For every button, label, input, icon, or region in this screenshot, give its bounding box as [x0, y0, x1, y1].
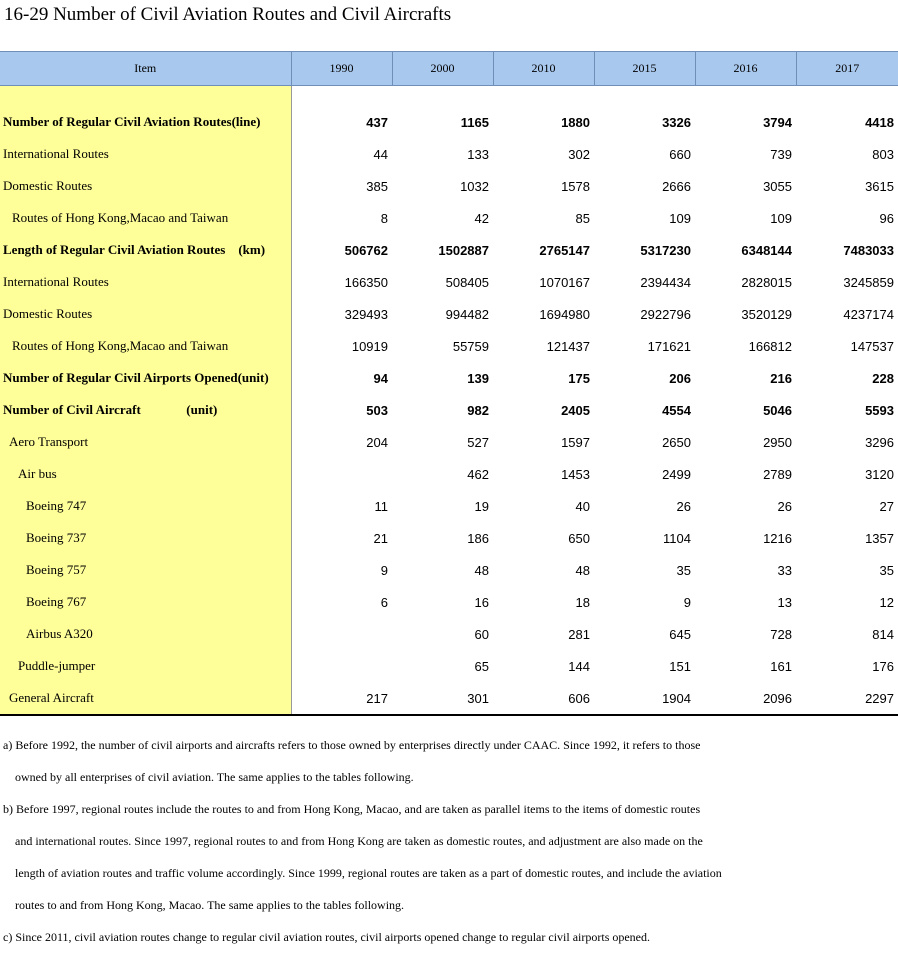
value-cell: 803: [872, 146, 894, 162]
table-row: [0, 618, 898, 650]
row-label: Domestic Routes: [0, 298, 291, 330]
value-cell: 13: [777, 594, 792, 610]
value-cell: 147537: [850, 338, 894, 354]
row-label: Routes of Hong Kong,Macao and Taiwan: [0, 202, 291, 234]
row-label: General Aircraft: [0, 682, 291, 715]
value-cell: 26: [777, 498, 792, 514]
table-row: [0, 138, 898, 170]
table-row: [0, 394, 898, 426]
value-cell: 1502887: [438, 242, 489, 258]
value-cell: 301: [392, 682, 493, 715]
row-label: Puddle-jumper: [0, 650, 291, 682]
value-cell: 1880: [561, 114, 590, 130]
footnote-line: length of aviation routes and traffic volume accordingly. Since 1999, regional routes are taken as a part of domestic routes, and include the aviation: [15, 866, 722, 880]
value-cell: 3794: [763, 114, 792, 130]
value-cell: 2828015: [741, 274, 792, 290]
value-cell: 6: [380, 594, 388, 610]
value-cell: 3520129: [741, 306, 792, 322]
value-cell: 11: [374, 498, 388, 514]
value-cell: 2789: [763, 466, 792, 482]
value-cell: 2765147: [539, 242, 590, 258]
value-cell: 40: [575, 498, 590, 514]
value-cell: 650: [568, 530, 590, 546]
footnotes: [3, 729, 893, 953]
value-cell: 85: [575, 210, 590, 226]
value-cell: 151: [669, 658, 691, 674]
footnote-line: a) Before 1992, the number of civil airports and aircrafts refers to those owned by enterprises directly under CAAC. Since 1992, it refers to those: [3, 738, 701, 752]
table-row: [0, 682, 898, 715]
value-cell: 12: [879, 594, 894, 610]
row-label: Boeing 757: [0, 554, 291, 586]
value-cell: 204: [366, 434, 388, 450]
value-cell: 2405: [561, 402, 590, 418]
value-cell: 506762: [344, 242, 388, 258]
value-cell: 35: [879, 562, 894, 578]
row-label: Airbus A320: [0, 618, 291, 650]
table-body: [0, 86, 898, 716]
table-row: [0, 650, 898, 682]
value-cell: 186: [467, 530, 489, 546]
aviation-statistics-table: [0, 51, 898, 716]
row-label: Number of Regular Civil Airports Opened(unit): [0, 362, 291, 394]
table-row: [0, 170, 898, 202]
value-cell: 171621: [647, 338, 691, 354]
column-header-year: 2000: [392, 52, 493, 86]
page-title: 16-29 Number of Civil Aviation Routes and Civil Aircrafts: [4, 4, 452, 25]
value-cell: 19: [474, 498, 489, 514]
table-spacer-row: [0, 86, 898, 107]
value-cell: 2650: [662, 434, 691, 450]
footnote-line: c) Since 2011, civil aviation routes change to regular civil aviation routes, civil airports opened change to regular civil airports opened.: [3, 930, 651, 944]
value-cell: 9: [683, 594, 691, 610]
value-cell: 1216: [763, 530, 792, 546]
value-cell: 739: [770, 146, 792, 162]
value-cell: 3326: [662, 114, 691, 130]
value-cell: 16: [474, 594, 489, 610]
value-cell: 1453: [561, 466, 590, 482]
value-cell: 60: [474, 626, 489, 642]
value-cell: 3245859: [843, 274, 894, 290]
row-label: International Routes: [0, 138, 291, 170]
value-cell: 3615: [865, 178, 894, 194]
value-cell: 814: [872, 626, 894, 642]
value-cell: [291, 650, 392, 682]
value-cell: 18: [575, 594, 590, 610]
value-cell: 437: [366, 114, 388, 130]
value-cell: 3296: [865, 434, 894, 450]
table-row: [0, 330, 898, 362]
footnote-line: b) Before 1997, regional routes include the routes to and from Hong Kong, Macao, and are taken as parallel items to the items of domestic routes: [3, 802, 701, 816]
value-cell: 144: [568, 658, 590, 674]
value-cell: 96: [879, 210, 894, 226]
value-cell: 660: [669, 146, 691, 162]
value-cell: 508405: [445, 274, 489, 290]
value-cell: 329493: [344, 306, 388, 322]
value-cell: [291, 458, 392, 490]
column-header-year: 1990: [291, 52, 392, 86]
value-cell: 982: [467, 402, 489, 418]
footnote-line: owned by all enterprises of civil aviation. The same applies to the tables following.: [15, 770, 414, 784]
value-cell: 35: [676, 562, 691, 578]
value-cell: 1165: [460, 114, 489, 130]
column-header-year: 2010: [493, 52, 594, 86]
value-cell: 6348144: [741, 242, 792, 258]
value-cell: 3055: [763, 178, 792, 194]
row-label: Aero Transport: [0, 426, 291, 458]
value-cell: 462: [467, 466, 489, 482]
value-cell: 2297: [796, 682, 898, 715]
value-cell: 2499: [662, 466, 691, 482]
column-header-item: Item: [0, 52, 291, 86]
value-cell: 8: [380, 210, 388, 226]
table-row: [0, 426, 898, 458]
table-row: [0, 554, 898, 586]
value-cell: 216: [770, 370, 792, 386]
value-cell: 9: [380, 562, 388, 578]
value-cell: 10919: [351, 338, 388, 354]
value-cell: 27: [879, 498, 894, 514]
column-header-year: 2015: [594, 52, 695, 86]
row-label: International Routes: [0, 266, 291, 298]
value-cell: 133: [467, 146, 489, 162]
value-cell: 503: [366, 402, 388, 418]
value-cell: 109: [770, 210, 792, 226]
table-row: [0, 202, 898, 234]
value-cell: 21: [373, 530, 388, 546]
value-cell: 527: [467, 434, 489, 450]
value-cell: 175: [568, 370, 590, 386]
value-cell: 139: [467, 370, 489, 386]
table-row: [0, 298, 898, 330]
row-label: Boeing 737: [0, 522, 291, 554]
value-cell: 42: [474, 210, 489, 226]
row-label: Length of Regular Civil Aviation Routes (km): [0, 234, 291, 266]
value-cell: 228: [872, 370, 894, 386]
table-row: [0, 490, 898, 522]
row-label: Domestic Routes: [0, 170, 291, 202]
table-header-row: [0, 52, 898, 86]
column-header-year: 2016: [695, 52, 796, 86]
row-label: Boeing 747: [0, 490, 291, 522]
value-cell: 217: [291, 682, 392, 715]
value-cell: 1904: [594, 682, 695, 715]
value-cell: 4418: [865, 114, 894, 130]
value-cell: 166812: [748, 338, 792, 354]
value-cell: 7483033: [843, 242, 894, 258]
value-cell: 2666: [662, 178, 691, 194]
value-cell: 645: [669, 626, 691, 642]
table-row: [0, 362, 898, 394]
table-row: [0, 458, 898, 490]
value-cell: 44: [373, 146, 388, 162]
row-label: Number of Regular Civil Aviation Routes(line): [0, 106, 291, 138]
value-cell: 4237174: [843, 306, 894, 322]
value-cell: 1032: [460, 178, 489, 194]
value-cell: 4554: [662, 402, 691, 418]
value-cell: [291, 618, 392, 650]
value-cell: 1357: [865, 530, 894, 546]
table-row: [0, 586, 898, 618]
value-cell: 302: [568, 146, 590, 162]
value-cell: 728: [770, 626, 792, 642]
value-cell: 994482: [445, 306, 489, 322]
value-cell: 121437: [546, 338, 590, 354]
value-cell: 281: [568, 626, 590, 642]
table-row: [0, 106, 898, 138]
value-cell: 1578: [561, 178, 590, 194]
row-label: Number of Civil Aircraft (unit): [0, 394, 291, 426]
value-cell: 5046: [763, 402, 792, 418]
value-cell: 5593: [865, 402, 894, 418]
value-cell: 1597: [561, 434, 590, 450]
column-header-year: 2017: [796, 52, 898, 86]
footnote-line: routes to and from Hong Kong, Macao. The same applies to the tables following.: [15, 898, 405, 912]
value-cell: 206: [669, 370, 691, 386]
value-cell: 65: [474, 658, 489, 674]
value-cell: 94: [373, 370, 388, 386]
value-cell: 33: [777, 562, 792, 578]
footnote-line: and international routes. Since 1997, regional routes to and from Hong Kong are taken as domestic routes, and adjustment are also made on the: [15, 834, 703, 848]
value-cell: 161: [770, 658, 792, 674]
label-cell: [0, 86, 291, 107]
value-cell: 2394434: [640, 274, 691, 290]
value-cell: 176: [872, 658, 894, 674]
table-row: [0, 234, 898, 266]
value-cell: 2922796: [640, 306, 691, 322]
value-cell: 606: [493, 682, 594, 715]
value-cell: 109: [669, 210, 691, 226]
value-cell: 2096: [695, 682, 796, 715]
value-cell: 48: [575, 562, 590, 578]
value-cell: 5317230: [640, 242, 691, 258]
row-label: Air bus: [0, 458, 291, 490]
value-cell: 3120: [865, 466, 894, 482]
table-row: [0, 266, 898, 298]
value-cell: 1070167: [539, 274, 590, 290]
value-cell: 166350: [344, 274, 388, 290]
value-cell: 55759: [452, 338, 489, 354]
value-cell: 1694980: [539, 306, 590, 322]
value-cell: 2950: [763, 434, 792, 450]
row-label: Boeing 767: [0, 586, 291, 618]
value-cell: 48: [474, 562, 489, 578]
value-cell: 26: [676, 498, 691, 514]
value-cell: 1104: [663, 530, 691, 546]
value-cell: 385: [366, 178, 388, 194]
table-row: [0, 522, 898, 554]
row-label: Routes of Hong Kong,Macao and Taiwan: [0, 330, 291, 362]
